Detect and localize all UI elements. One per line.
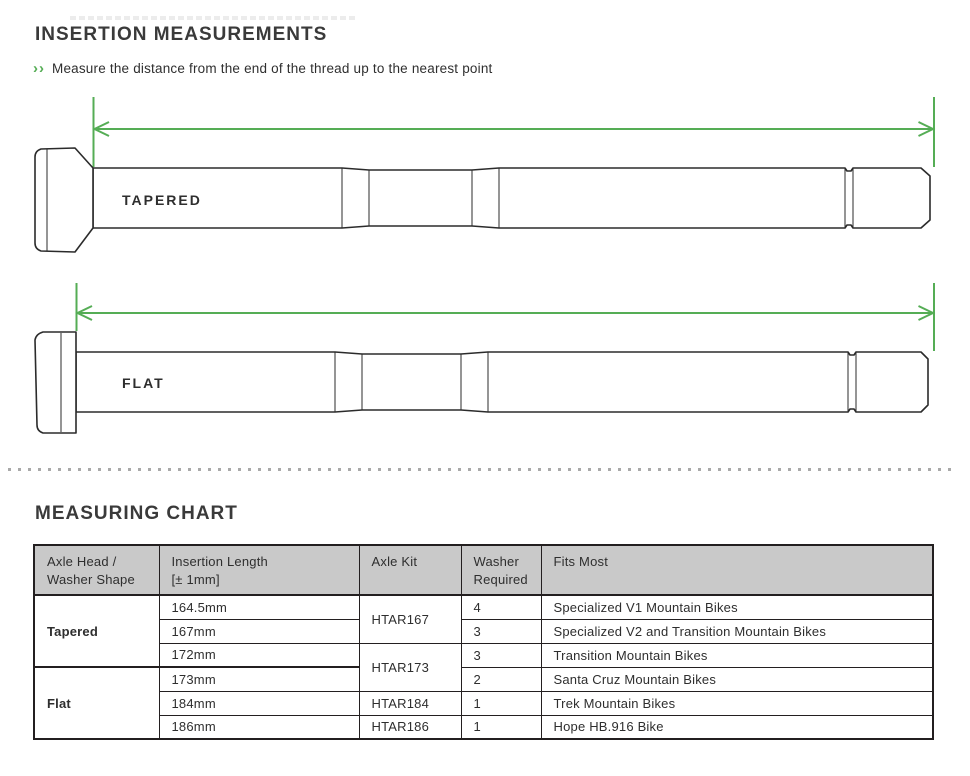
cell-washer-required: 3 — [461, 643, 541, 667]
table-row — [34, 715, 933, 739]
cell-axle-kit: HTAR184 — [359, 691, 461, 715]
flat-measurement-arrow — [77, 283, 935, 351]
tapered-axle-head — [35, 148, 93, 252]
print-artifact-line — [70, 16, 355, 20]
measuring-chart-table — [33, 544, 934, 740]
cell-axle-kit: HTAR173 — [359, 643, 461, 691]
cell-fits-most: Specialized V1 Mountain Bikes — [541, 595, 933, 619]
tapered-axle-diagram — [30, 93, 945, 263]
flat-axle-label: FLAT — [122, 375, 165, 391]
table-row — [34, 667, 933, 691]
table-row — [34, 619, 933, 643]
cell-insertion-length: 172mm — [159, 643, 359, 667]
tapered-axle-label: TAPERED — [122, 192, 202, 208]
flat-axle-diagram — [30, 278, 945, 443]
cell-washer-required: 1 — [461, 691, 541, 715]
dotted-divider — [8, 468, 958, 471]
cell-insertion-length: 173mm — [159, 667, 359, 691]
group-label-flat: Flat — [34, 667, 159, 739]
cell-fits-most: Hope HB.916 Bike — [541, 715, 933, 739]
measuring-chart-title: MEASURING CHART — [35, 503, 238, 524]
measurement-note-text: Measure the distance from the end of the thread up to the nearest point — [52, 61, 493, 76]
cell-fits-most: Trek Mountain Bikes — [541, 691, 933, 715]
col-header-insertion-length: Insertion Length [± 1mm] — [159, 545, 359, 595]
table-header-row — [34, 545, 933, 595]
cell-washer-required: 3 — [461, 619, 541, 643]
tapered-axle-shaft — [93, 168, 930, 228]
cell-fits-most: Transition Mountain Bikes — [541, 643, 933, 667]
cell-fits-most: Santa Cruz Mountain Bikes — [541, 667, 933, 691]
col-header-axle-head: Axle Head / Washer Shape — [34, 545, 159, 595]
flat-axle-head — [35, 332, 76, 433]
cell-insertion-length: 164.5mm — [159, 595, 359, 619]
cell-insertion-length: 184mm — [159, 691, 359, 715]
table-row — [34, 691, 933, 715]
cell-fits-most: Specialized V2 and Transition Mountain Bikes — [541, 619, 933, 643]
cell-insertion-length: 167mm — [159, 619, 359, 643]
flat-axle-shaft — [76, 352, 928, 412]
flat-axle-outline — [35, 332, 928, 433]
col-header-fits-most: Fits Most — [541, 545, 933, 595]
cell-axle-kit: HTAR167 — [359, 595, 461, 643]
cell-washer-required: 1 — [461, 715, 541, 739]
group-label-tapered: Tapered — [34, 595, 159, 667]
cell-axle-kit: HTAR186 — [359, 715, 461, 739]
cell-washer-required: 4 — [461, 595, 541, 619]
double-chevron-icon: ›› — [33, 60, 45, 77]
table-row — [34, 643, 933, 667]
col-header-axle-kit: Axle Kit — [359, 545, 461, 595]
cell-washer-required: 2 — [461, 667, 541, 691]
tapered-measurement-arrow — [94, 97, 935, 167]
table-row — [34, 595, 933, 619]
insertion-measurements-title: INSERTION MEASUREMENTS — [35, 24, 328, 45]
cell-insertion-length: 186mm — [159, 715, 359, 739]
col-header-washer-required: Washer Required — [461, 545, 541, 595]
measurement-note — [33, 61, 492, 76]
